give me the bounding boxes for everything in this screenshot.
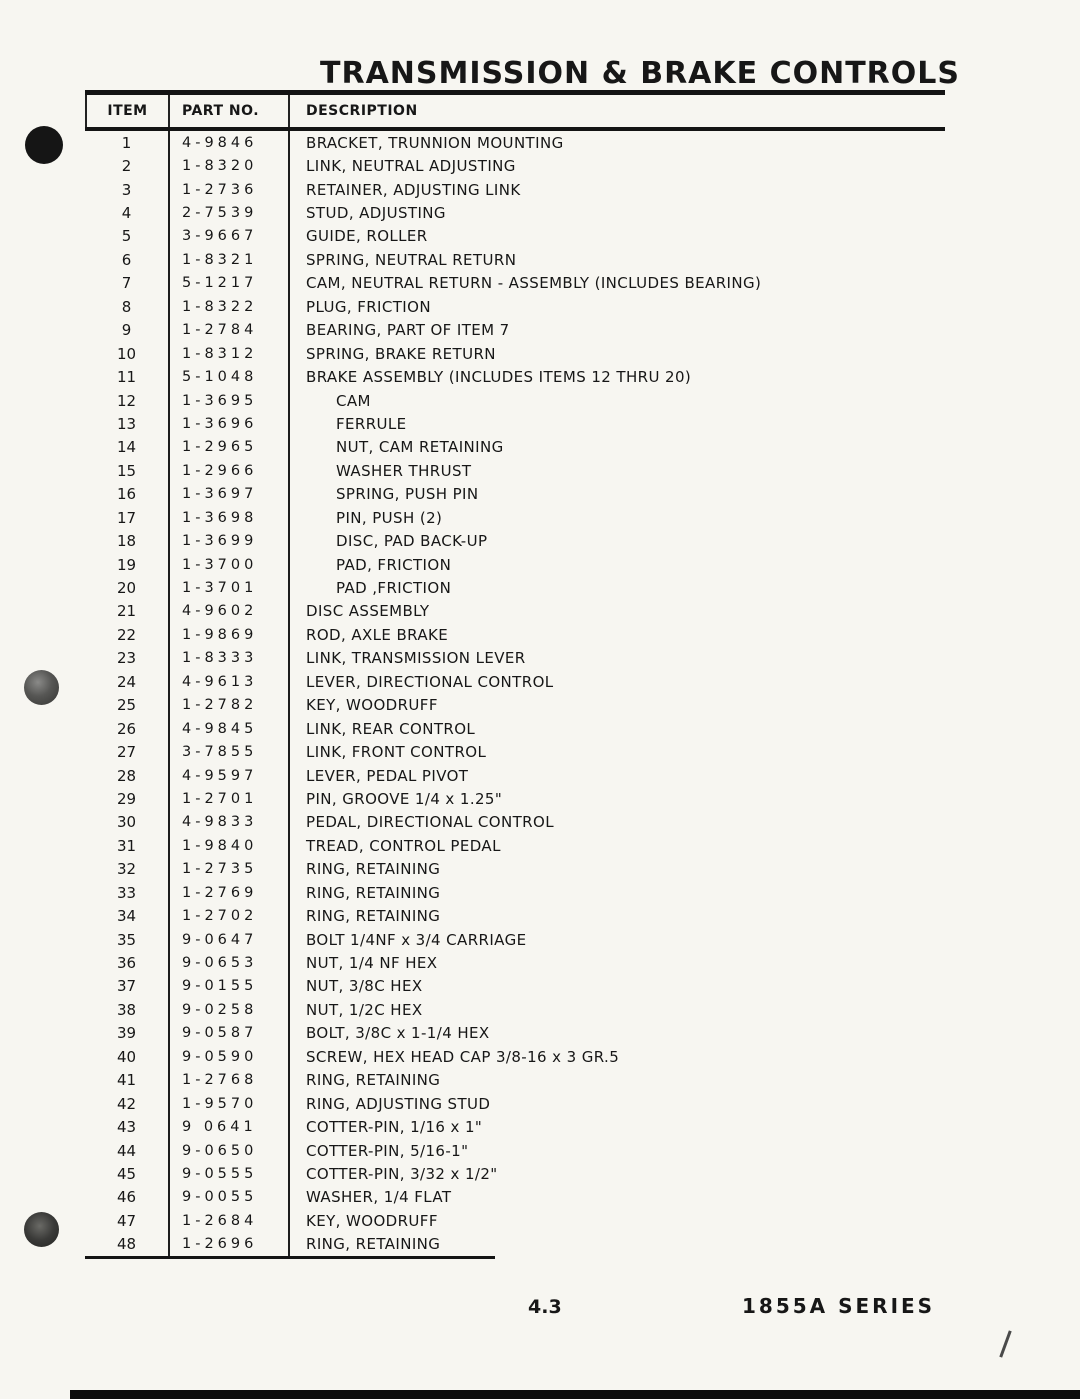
part-no-cell: 1-8321 — [170, 248, 290, 271]
description-cell: COTTER-PIN, 5/16-1" — [306, 1141, 469, 1160]
series-label: 1855A SERIES — [742, 1294, 936, 1318]
description-cell: WASHER THRUST — [336, 461, 472, 480]
item-cell: 46 — [85, 1186, 170, 1209]
part-no-cell: 9-0590 — [170, 1045, 290, 1068]
description-cell: SPRING, NEUTRAL RETURN — [306, 250, 517, 269]
part-no-cell: 5-1217 — [170, 272, 290, 295]
description-cell: BRACKET, TRUNNION MOUNTING — [306, 133, 564, 152]
scan-edge-bar — [70, 1390, 1080, 1399]
part-no-cell: 1-3699 — [170, 529, 290, 552]
table-row — [85, 342, 945, 365]
part-no-cell: 9-0055 — [170, 1186, 290, 1209]
part-no-cell: 1-8312 — [170, 342, 290, 365]
table-row — [85, 904, 945, 927]
description-cell: CAM, NEUTRAL RETURN - ASSEMBLY (INCLUDES BEARING) — [306, 274, 762, 293]
table-row — [85, 483, 945, 506]
header-item: ITEM — [85, 95, 170, 127]
part-no-cell: 4-9597 — [170, 764, 290, 787]
description-cell: TREAD, CONTROL PEDAL — [306, 836, 501, 855]
description-cell: PLUG, FRICTION — [306, 297, 431, 316]
table-row — [85, 225, 945, 248]
table-row — [85, 811, 945, 834]
item-cell: 17 — [85, 506, 170, 529]
table-row — [85, 154, 945, 177]
table-row — [85, 436, 945, 459]
item-cell: 33 — [85, 881, 170, 904]
part-no-cell: 1-2784 — [170, 319, 290, 342]
part-no-cell: 5-1048 — [170, 365, 290, 388]
item-cell: 29 — [85, 787, 170, 810]
item-cell: 15 — [85, 459, 170, 482]
description-cell: SCREW, HEX HEAD CAP 3/8-16 x 3 GR.5 — [306, 1047, 620, 1066]
description-cell: PIN, GROOVE 1/4 x 1.25" — [306, 789, 503, 808]
table-row — [85, 975, 945, 998]
table-row — [85, 1069, 945, 1092]
table-row — [85, 131, 945, 154]
part-no-cell: 1-3697 — [170, 483, 290, 506]
part-no-cell: 9-0258 — [170, 998, 290, 1021]
part-no-cell: 9-0155 — [170, 975, 290, 998]
part-no-cell: 1-2702 — [170, 904, 290, 927]
item-cell: 36 — [85, 951, 170, 974]
description-cell: BRAKE ASSEMBLY (INCLUDES ITEMS 12 THRU 20) — [306, 368, 692, 387]
item-cell: 23 — [85, 647, 170, 670]
item-cell: 18 — [85, 529, 170, 552]
table-row — [85, 764, 945, 787]
description-cell: RING, RETAINING — [306, 860, 441, 879]
description-cell: NUT, 3/8C HEX — [306, 977, 423, 996]
item-cell: 42 — [85, 1092, 170, 1115]
parts-table — [85, 90, 945, 1259]
item-cell: 10 — [85, 342, 170, 365]
description-cell: NUT, CAM RETAINING — [336, 438, 504, 457]
table-row — [85, 201, 945, 224]
description-cell: LINK, NEUTRAL ADJUSTING — [306, 157, 516, 176]
part-no-cell: 9-0647 — [170, 928, 290, 951]
part-no-cell: 1-2684 — [170, 1209, 290, 1232]
item-cell: 5 — [85, 225, 170, 248]
page-number: 4.3 — [528, 1296, 562, 1318]
item-cell: 22 — [85, 623, 170, 646]
description-cell: DISC ASSEMBLY — [306, 602, 430, 621]
item-cell: 38 — [85, 998, 170, 1021]
table-row — [85, 506, 945, 529]
table-row — [85, 1233, 945, 1256]
table-row — [85, 459, 945, 482]
part-no-cell: 1-3696 — [170, 412, 290, 435]
table-row — [85, 576, 945, 599]
description-cell: LINK, FRONT CONTROL — [306, 743, 487, 762]
part-no-cell: 1-8333 — [170, 647, 290, 670]
part-no-cell: 1-2735 — [170, 858, 290, 881]
part-no-cell: 1-8320 — [170, 154, 290, 177]
description-cell: BEARING, PART OF ITEM 7 — [306, 321, 510, 340]
part-no-cell: 1-2701 — [170, 787, 290, 810]
table-row — [85, 248, 945, 271]
part-no-cell: 9-0587 — [170, 1022, 290, 1045]
part-no-cell: 1-2736 — [170, 178, 290, 201]
description-cell: LEVER, DIRECTIONAL CONTROL — [306, 672, 554, 691]
part-no-cell: 4-9845 — [170, 717, 290, 740]
description-cell: DISC, PAD BACK-UP — [336, 532, 488, 551]
part-no-cell: 1-8322 — [170, 295, 290, 318]
table-row — [85, 881, 945, 904]
item-cell: 39 — [85, 1022, 170, 1045]
description-cell: LEVER, PEDAL PIVOT — [306, 766, 469, 785]
table-row — [85, 787, 945, 810]
description-cell: FERRULE — [336, 414, 407, 433]
description-cell: RING, RETAINING — [306, 883, 441, 902]
description-cell: LINK, REAR CONTROL — [306, 719, 476, 738]
part-no-cell: 4-9846 — [170, 131, 290, 154]
table-row — [85, 951, 945, 974]
description-cell: RING, RETAINING — [306, 907, 441, 926]
table-row — [85, 1045, 945, 1068]
item-cell: 16 — [85, 483, 170, 506]
part-no-cell: 1-2966 — [170, 459, 290, 482]
item-cell: 24 — [85, 670, 170, 693]
table-row — [85, 295, 945, 318]
description-cell: KEY, WOODRUFF — [306, 1211, 438, 1230]
item-cell: 43 — [85, 1115, 170, 1138]
item-cell: 34 — [85, 904, 170, 927]
item-cell: 7 — [85, 272, 170, 295]
table-row — [85, 670, 945, 693]
item-cell: 26 — [85, 717, 170, 740]
item-cell: 25 — [85, 694, 170, 717]
table-body — [85, 131, 945, 1256]
table-row — [85, 740, 945, 763]
item-cell: 35 — [85, 928, 170, 951]
item-cell: 21 — [85, 600, 170, 623]
part-no-cell: 1-3700 — [170, 553, 290, 576]
part-no-cell: 9-0555 — [170, 1162, 290, 1185]
description-cell: GUIDE, ROLLER — [306, 227, 428, 246]
item-cell: 20 — [85, 576, 170, 599]
table-row — [85, 529, 945, 552]
part-no-cell: 2-7539 — [170, 201, 290, 224]
description-cell: ROD, AXLE BRAKE — [306, 625, 449, 644]
part-no-cell: 1-2965 — [170, 436, 290, 459]
part-no-cell: 9 0641 — [170, 1115, 290, 1138]
table-row — [85, 1115, 945, 1138]
description-cell: SPRING, BRAKE RETURN — [306, 344, 496, 363]
table-row — [85, 834, 945, 857]
table-row — [85, 389, 945, 412]
table-row — [85, 319, 945, 342]
item-cell: 1 — [85, 131, 170, 154]
description-cell: PIN, PUSH (2) — [336, 508, 443, 527]
item-cell: 12 — [85, 389, 170, 412]
description-cell: STUD, ADJUSTING — [306, 204, 446, 223]
item-cell: 11 — [85, 365, 170, 388]
description-cell: SPRING, PUSH PIN — [336, 485, 479, 504]
header-part-no: PART NO. — [170, 95, 290, 127]
table-row — [85, 858, 945, 881]
item-cell: 19 — [85, 553, 170, 576]
table-row — [85, 623, 945, 646]
description-cell: COTTER-PIN, 1/16 x 1" — [306, 1118, 483, 1137]
table-row — [85, 1209, 945, 1232]
item-cell: 37 — [85, 975, 170, 998]
header-description: DESCRIPTION — [306, 103, 418, 119]
item-cell: 14 — [85, 436, 170, 459]
table-row — [85, 1186, 945, 1209]
item-cell: 40 — [85, 1045, 170, 1068]
part-no-cell: 9-0650 — [170, 1139, 290, 1162]
table-row — [85, 1139, 945, 1162]
part-no-cell: 9-0653 — [170, 951, 290, 974]
part-no-cell: 1-9840 — [170, 834, 290, 857]
table-row — [85, 694, 945, 717]
part-no-cell: 4-9833 — [170, 811, 290, 834]
item-cell: 4 — [85, 201, 170, 224]
item-cell: 48 — [85, 1233, 170, 1256]
part-no-cell: 1-2769 — [170, 881, 290, 904]
description-cell: COTTER-PIN, 3/32 x 1/2" — [306, 1164, 498, 1183]
punch-hole-top — [25, 126, 63, 164]
description-cell: PEDAL, DIRECTIONAL CONTROL — [306, 813, 554, 832]
part-no-cell: 4-9602 — [170, 600, 290, 623]
description-cell: RING, ADJUSTING STUD — [306, 1094, 491, 1113]
item-cell: 28 — [85, 764, 170, 787]
description-cell: NUT, 1/2C HEX — [306, 1000, 423, 1019]
part-no-cell: 1-9869 — [170, 623, 290, 646]
table-header-row — [85, 90, 945, 131]
item-cell: 13 — [85, 412, 170, 435]
table-row — [85, 1162, 945, 1185]
part-no-cell: 4-9613 — [170, 670, 290, 693]
part-no-cell: 3-7855 — [170, 740, 290, 763]
table-row — [85, 647, 945, 670]
item-cell: 30 — [85, 811, 170, 834]
part-no-cell: 1-3695 — [170, 389, 290, 412]
part-no-cell: 1-3701 — [170, 576, 290, 599]
description-cell: LINK, TRANSMISSION LEVER — [306, 649, 526, 668]
table-row — [85, 1022, 945, 1045]
table-row — [85, 928, 945, 951]
description-cell: PAD ,FRICTION — [336, 579, 452, 598]
description-cell: BOLT, 3/8C x 1-1/4 HEX — [306, 1024, 490, 1043]
item-cell: 44 — [85, 1139, 170, 1162]
part-no-cell: 1-3698 — [170, 506, 290, 529]
table-row — [85, 1092, 945, 1115]
scan-mark-slash — [999, 1330, 1011, 1357]
description-cell: WASHER, 1/4 FLAT — [306, 1188, 452, 1207]
punch-hole-bottom — [24, 1212, 59, 1247]
description-cell: BOLT 1/4NF x 3/4 CARRIAGE — [306, 930, 527, 949]
description-cell: RING, RETAINING — [306, 1071, 441, 1090]
part-no-cell: 1-2696 — [170, 1233, 290, 1256]
item-cell: 8 — [85, 295, 170, 318]
part-no-cell: 3-9667 — [170, 225, 290, 248]
item-cell: 3 — [85, 178, 170, 201]
item-cell: 6 — [85, 248, 170, 271]
table-row — [85, 553, 945, 576]
description-cell: RING, RETAINING — [306, 1235, 441, 1254]
item-cell: 31 — [85, 834, 170, 857]
item-cell: 27 — [85, 740, 170, 763]
table-row — [85, 717, 945, 740]
table-row — [85, 600, 945, 623]
punch-hole-middle — [24, 670, 59, 705]
table-row — [85, 412, 945, 435]
table-row — [85, 178, 945, 201]
description-cell: CAM — [336, 391, 371, 410]
item-cell: 32 — [85, 858, 170, 881]
part-no-cell: 1-2782 — [170, 694, 290, 717]
description-cell: NUT, 1/4 NF HEX — [306, 954, 438, 973]
item-cell: 45 — [85, 1162, 170, 1185]
item-cell: 41 — [85, 1069, 170, 1092]
page-title: TRANSMISSION & BRAKE CONTROLS — [320, 56, 960, 92]
item-cell: 9 — [85, 319, 170, 342]
part-no-cell: 1-9570 — [170, 1092, 290, 1115]
table-row — [85, 365, 945, 388]
table-row — [85, 272, 945, 295]
table-end-rule — [85, 1256, 495, 1259]
table-row — [85, 998, 945, 1021]
item-cell: 2 — [85, 154, 170, 177]
description-cell: KEY, WOODRUFF — [306, 696, 438, 715]
description-cell: PAD, FRICTION — [336, 555, 452, 574]
description-cell: RETAINER, ADJUSTING LINK — [306, 180, 521, 199]
item-cell: 47 — [85, 1209, 170, 1232]
part-no-cell: 1-2768 — [170, 1069, 290, 1092]
